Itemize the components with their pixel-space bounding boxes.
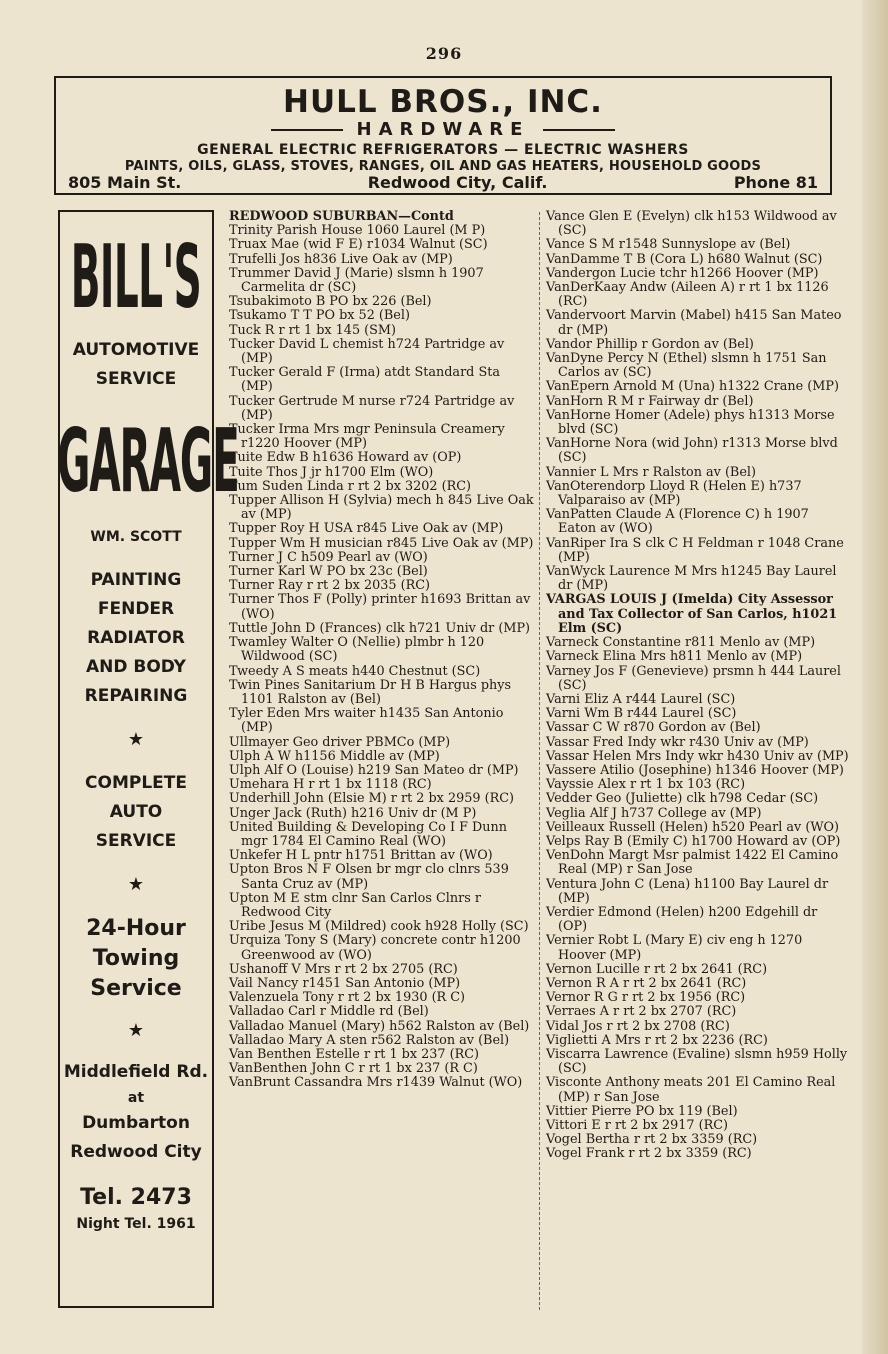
directory-entry: Ushanoff V Mrs r rt 2 bx 2705 (RC) — [229, 961, 458, 977]
directory-entry: Varneck Constantine r811 Menlo av (MP) — [546, 635, 816, 651]
ad-tel: Tel. 2473 — [80, 1185, 192, 1210]
directory-entry: Velps Ray B (Emily C) h1700 Howard av (OP) — [546, 833, 841, 849]
directory-entry: Vassar Fred Indy wkr r430 Univ av (MP) — [546, 734, 809, 750]
directory-entry: Underhill John (Elsie M) r rt 2 bx 2959 (RC) — [229, 791, 515, 807]
directory-entry: Turner Karl W PO bx 23c (Bel) — [229, 564, 428, 580]
directory-entry: Varni Wm B r444 Laurel (SC) — [546, 706, 737, 722]
directory-entry: Tupper Wm H musician r845 Live Oak av (MP) — [229, 535, 534, 551]
ad-and-body: AND BODY — [85, 657, 186, 677]
directory-entry: VanHorn R M r Fairway dr (Bel) — [546, 393, 754, 409]
directory-entry: Vogel Bertha r rt 2 bx 3359 (RC) — [546, 1132, 758, 1148]
page-edge — [862, 0, 888, 1354]
directory-entry: Visconte Anthony meats 201 El Camino Real (MP) r San Jose — [546, 1075, 836, 1105]
directory-entry: VanBrunt Cassandra Mrs r1439 Walnut (WO) — [229, 1075, 523, 1091]
directory-entry: VanDamme T B (Cora L) h680 Walnut (SC) — [546, 251, 823, 267]
directory-entry: Viglietti A Mrs r rt 2 bx 2236 (RC) — [546, 1032, 768, 1048]
directory-entry: United Building & Developing Co I F Dunn mgr 1784 El Camino Real (WO) — [229, 819, 508, 849]
directory-entry: Tuck R r rt 1 bx 145 (SM) — [229, 322, 397, 338]
directory-entry: Unkefer H L pntr h1751 Brittan av (WO) — [229, 848, 493, 864]
directory-entry: Tweedy A S meats h440 Chestnut (SC) — [229, 663, 481, 679]
directory-entry: Varney Jos F (Genevieve) prsmn h 444 Laurel (SC) — [546, 663, 841, 693]
directory-entry: Twamley Walter O (Nellie) plmbr h 120 Wildwood (SC) — [229, 635, 485, 665]
directory-column-1 — [229, 210, 535, 1091]
directory-entry: Valladao Manuel (Mary) h562 Ralston av (Bel) — [229, 1018, 530, 1034]
directory-entry: Tucker Gerald F (Irma) atdt Standard Sta (MP) — [229, 365, 500, 395]
directory-entry: Tum Suden Linda r rt 2 bx 3202 (RC) — [229, 478, 472, 494]
directory-entry: Vidal Jos r rt 2 bx 2708 (RC) — [546, 1018, 730, 1034]
ad-dumbarton: Dumbarton — [82, 1113, 190, 1133]
ad-24-hour: 24-Hour — [86, 916, 186, 941]
star-icon: ★ — [127, 874, 145, 895]
ad-products-line1: GENERAL ELECTRIC REFRIGERATORS — ELECTRIC WASHERS — [197, 142, 689, 158]
directory-entry: Vogel Frank r rt 2 bx 3359 (RC) — [546, 1146, 752, 1162]
directory-entry: Tucker David L chemist h724 Partridge av (MP) — [229, 336, 505, 367]
directory-entry: VanHorne Nora (wid John) r1313 Morse blvd (SC) — [546, 436, 838, 466]
directory-entry: Turner Thos F (Polly) printer h1693 Brittan av (WO) — [229, 592, 531, 622]
directory-entry: Tuttle John D (Frances) clk h721 Univ dr (MP) — [229, 620, 531, 636]
hull-bros-advertisement — [54, 76, 832, 195]
directory-entry: Verdier Edmond (Helen) h200 Edgehill dr (OP) — [546, 904, 818, 935]
directory-entry: Urquiza Tony S (Mary) concrete contr h1200 Greenwood av (WO) — [229, 933, 521, 963]
directory-entry: Van Benthen Estelle r rt 1 bx 237 (RC) — [229, 1046, 480, 1062]
directory-entry: Ulph A W h1156 Middle av (MP) — [229, 748, 440, 764]
directory-entry: Tupper Roy H USA r845 Live Oak av (MP) — [229, 521, 504, 537]
ad-contact-row — [56, 173, 830, 192]
ad-trade — [56, 119, 830, 140]
directory-entry: Vernon Lucille r rt 2 bx 2641 (RC) — [546, 961, 768, 977]
directory-entry: Varneck Elina Mrs h811 Menlo av (MP) — [546, 649, 803, 665]
directory-entry: Vernor R G r rt 2 bx 1956 (RC) — [546, 990, 746, 1006]
directory-entry: VanRiper Ira S clk C H Feldman r 1048 Crane (MP) — [546, 535, 844, 565]
directory-entry: Vittier Pierre PO bx 119 (Bel) — [546, 1103, 738, 1119]
directory-entry: Ulph Alf O (Louise) h219 San Mateo dr (MP) — [229, 762, 519, 778]
section-heading: REDWOOD SUBURBAN—Contd — [229, 209, 454, 224]
directory-entry: Tsukamo T T PO bx 52 (Bel) — [229, 308, 410, 324]
ad-radiator: RADIATOR — [87, 628, 185, 648]
directory-entry: VanPatten Claude A (Florence C) h 1907 Eaton av (WO) — [546, 507, 809, 537]
star-icon: ★ — [127, 729, 145, 750]
directory-entry: Vittori E r rt 2 bx 2917 (RC) — [546, 1118, 729, 1133]
directory-entry: Vandervoort Marvin (Mabel) h415 San Mateo dr (MP) — [546, 308, 842, 338]
ad-phone: Phone 81 — [733, 173, 818, 192]
directory-entry: Tsubakimoto B PO bx 226 (Bel) — [229, 294, 432, 310]
directory-entry: Vandor Phillip r Gordon av (Bel) — [546, 336, 754, 352]
directory-entry: Vance Glen E (Evelyn) clk h153 Wildwood av (SC) — [546, 209, 837, 239]
directory-entry: Trinity Parish House 1060 Laurel (M P) — [229, 223, 486, 239]
directory-entry: VenDohn Margt Msr palmist 1422 El Camino Real (MP) r San Jose — [546, 848, 839, 878]
directory-entry: Vance S M r1548 Sunnyslope av (Bel) — [546, 237, 791, 253]
directory-entry: Unger Jack (Ruth) h216 Univ dr (M P) — [229, 805, 477, 821]
ad-repairing: REPAIRING — [84, 686, 188, 706]
directory-entry: Turner J C h509 Pearl av (WO) — [229, 549, 428, 565]
directory-entry: Ullmayer Geo driver PBMCo (MP) — [229, 734, 451, 750]
directory-entry: Tyler Eden Mrs waiter h1435 San Antonio (MP) — [229, 706, 504, 736]
directory-entry: Trummer David J (Marie) slsmn h 1907 Carmelita dr (SC) — [229, 265, 484, 296]
ad-automotive: AUTOMOTIVE — [72, 340, 200, 360]
ad-towing-service: Service — [90, 976, 182, 1001]
directory-entry: Vernon R A r rt 2 bx 2641 (RC) — [546, 975, 747, 991]
ad-service: SERVICE — [95, 369, 177, 389]
directory-entry: VARGAS LOUIS J (Imelda) City Assessor and Tax Collector of San Carlos, h1021 Elm (SC) — [546, 592, 838, 636]
ad-night-tel: Night Tel. 1961 — [76, 1216, 196, 1232]
directory-entry: VanHorne Homer (Adele) phys h1313 Morse blvd (SC) — [546, 407, 835, 438]
ad-trade-label: HARDWARE — [356, 119, 530, 140]
directory-entry: Verraes A r rt 2 bx 2707 (RC) — [546, 1004, 737, 1020]
directory-entry: Uribe Jesus M (Mildred) cook h928 Holly (SC) — [229, 919, 529, 935]
directory-entry: Turner Ray r rt 2 bx 2035 (RC) — [229, 578, 430, 594]
ad-fender: FENDER — [97, 599, 175, 619]
directory-entry: VanOterendorp Lloyd R (Helen E) h737 Valparaiso av (MP) — [546, 478, 802, 509]
directory-entry: Upton M E stm clnr San Carlos Clnrs r Redwood City — [229, 890, 481, 920]
column-divider — [539, 212, 540, 1310]
ad-auto: AUTO — [109, 802, 163, 822]
directory-entry: Viscarra Lawrence (Evaline) slsmn h959 Holly (SC) — [546, 1046, 848, 1077]
page-number: 296 — [425, 44, 463, 63]
directory-entry: Tucker Gertrude M nurse r724 Partridge av (MP) — [229, 393, 515, 423]
directory-entry: Vassar C W r870 Gordon av (Bel) — [546, 720, 761, 736]
directory-entry: VanDerKaay Andw (Aileen A) r rt 1 bx 1126 (RC) — [546, 280, 829, 310]
trade-rule-left — [271, 129, 343, 131]
ad-at: at — [127, 1090, 145, 1106]
star-icon: ★ — [127, 1020, 145, 1041]
directory-entry: Varni Eliz A r444 Laurel (SC) — [546, 691, 736, 707]
directory-entry: Truax Mae (wid F E) r1034 Walnut (SC) — [229, 237, 488, 253]
bills-garage-advertisement — [57, 210, 239, 1308]
directory-entry: Valladao Mary A sten r562 Ralston av (Bel) — [229, 1032, 510, 1048]
ad-address: 805 Main St. — [68, 173, 182, 192]
directory-entry: Trufelli Jos h836 Live Oak av (MP) — [229, 251, 453, 267]
ad-city: Redwood City, Calif. — [367, 173, 548, 192]
ad-street: Middlefield Rd. — [63, 1062, 209, 1082]
directory-entry: Veilleaux Russell (Helen) h520 Pearl av (WO) — [546, 819, 839, 835]
directory-entry: Valladao Carl r Middle rd (Bel) — [229, 1004, 429, 1020]
ad-firm-name: HULL BROS., INC. — [283, 84, 603, 120]
directory-entry: Twin Pines Sanitarium Dr H B Hargus phys 1101 Ralston av (Bel) — [229, 677, 512, 707]
directory-entry: Vernier Robt L (Mary E) civ eng h 1270 Hoover (MP) — [546, 933, 803, 963]
directory-column-2 — [546, 210, 850, 1162]
directory-entry: VanWyck Laurence M Mrs h1245 Bay Laurel dr (MP) — [546, 564, 837, 594]
directory-entry: Ventura John C (Lena) h1100 Bay Laurel dr (MP) — [546, 876, 829, 906]
directory-entry: Valenzuela Tony r rt 2 bx 1930 (R C) — [229, 990, 466, 1006]
directory-entry: Vedder Geo (Juliette) clk h798 Cedar (SC) — [546, 791, 819, 807]
ad-products-line2: PAINTS, OILS, GLASS, STOVES, RANGES, OIL AND GAS HEATERS, HOUSEHOLD GOODS — [124, 159, 762, 174]
ad-painting: PAINTING — [90, 570, 182, 590]
directory-entry: Veglia Alf J h737 College av (MP) — [546, 805, 762, 821]
ad-complete: COMPLETE — [85, 773, 187, 793]
directory-entry: Vassar Helen Mrs Indy wkr h430 Univ av (MP) — [546, 748, 849, 764]
ad-garage: GARAGE — [57, 409, 239, 513]
directory-entry: Vail Nancy r1451 San Antonio (MP) — [229, 975, 461, 991]
directory-entry: Tuite Edw B h1636 Howard av (OP) — [229, 450, 462, 466]
directory-entry: Vayssie Alex r rt 1 bx 103 (RC) — [546, 777, 746, 793]
directory-entry: Tuite Thos J jr h1700 Elm (WO) — [229, 464, 434, 480]
ad-bills: BILL'S — [70, 225, 202, 329]
ad-owner: WM. SCOTT — [90, 529, 182, 545]
directory-entry: VanBenthen John C r rt 1 bx 237 (R C) — [229, 1061, 478, 1077]
ad-towing: Towing — [92, 946, 180, 971]
directory-entry: Upton Bros N F Olsen br mgr clo clnrs 539 Santa Cruz av (MP) — [229, 862, 509, 892]
directory-entry: Vassere Atilio (Josephine) h1346 Hoover (MP) — [546, 762, 844, 778]
trade-rule-right — [543, 129, 615, 131]
directory-entry: Umehara H r rt 1 bx 1118 (RC) — [229, 777, 432, 793]
directory-entry: VanEpern Arnold M (Una) h1322 Crane (MP) — [546, 379, 840, 395]
ad-city: Redwood City — [70, 1142, 202, 1162]
directory-entry: Vannier L Mrs r Ralston av (Bel) — [546, 464, 756, 480]
directory-entry: Tupper Allison H (Sylvia) mech h 845 Live Oak av (MP) — [229, 493, 534, 523]
directory-entry: Tucker Irma Mrs mgr Peninsula Creamery r1220 Hoover (MP) — [229, 422, 505, 452]
ad-service-2: SERVICE — [95, 831, 177, 851]
directory-entry: VanDyne Percy N (Ethel) slsmn h 1751 San Carlos av (SC) — [546, 351, 827, 381]
directory-entry: Vandergon Lucie tchr h1266 Hoover (MP) — [546, 265, 819, 281]
